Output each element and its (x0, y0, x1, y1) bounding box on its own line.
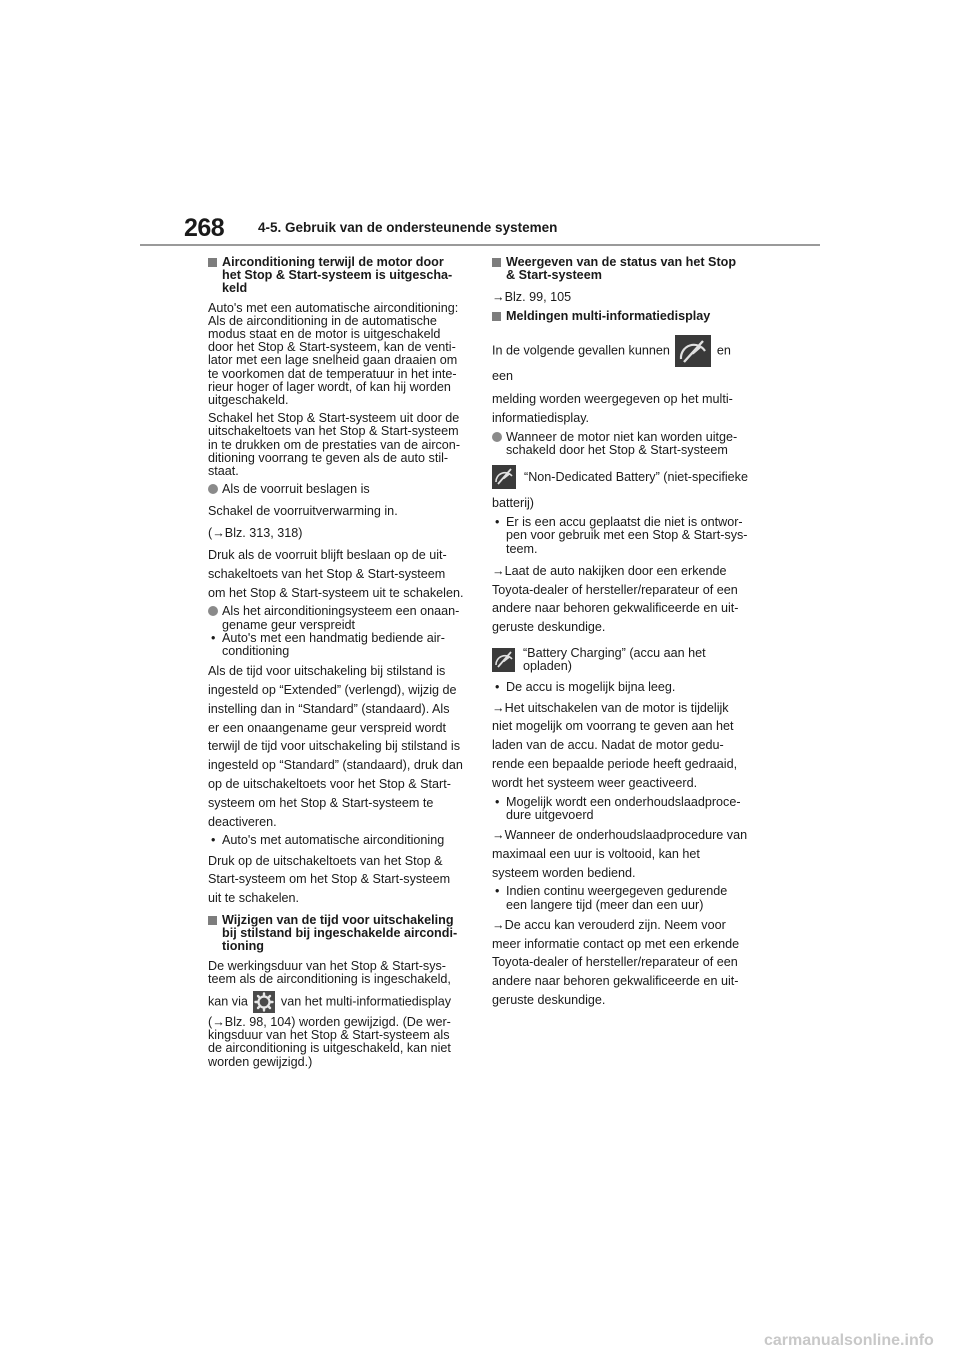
bullet-continuous-display: • Indien continu weergegeven gedurende een langere tijd (meer dan een uur) (492, 885, 748, 911)
paragraph: Druk op de uitschakeltoets van het Stop & Start-systeem om het Stop & Start-systeem uit te schakelen. (208, 853, 451, 906)
stop-start-indicator-icon (492, 465, 516, 489)
subheading-engine-cannot-stop: Wanneer de motor niet kan worden uitge-schakeld door het Stop & Start-systeem (492, 431, 748, 457)
paragraph: →Het uitschakelen van de motor is tijdelijk niet mogelijk om voorrang te geven aan het laden van de accu. Nadat de motor gedu-rende een bepaalde periode heeft gedraaid, wordt het systeem weer geactiveerd. (492, 700, 738, 790)
bullet-maintenance-charge: • Mogelijk wordt een onderhoudslaadproce-dure uitgevoerd (492, 796, 748, 822)
page-number: 268 (184, 214, 225, 242)
bullet-manual-airco: • Auto's met een handmatig bediende air-conditioning (208, 632, 464, 658)
bullet-non-dedicated-battery: • Er is een accu geplaatst die niet is ontwor-pen voor gebruik met een Stop & Start-sys-teem. (492, 516, 748, 556)
text: kan via (208, 994, 248, 1009)
text: en een (492, 343, 731, 384)
paragraph: →Laat de auto nakijken door een erkende Toyota-dealer of hersteller/reparateur of een andere naar behoren gekwalificeerde en uit-geruste deskundige. (492, 563, 739, 635)
message-battery-charging (492, 647, 748, 673)
watermark: carmanualsonline.info (764, 1332, 934, 1349)
message-text: “Non-Dedicated Battery” (niet-specifieke (524, 469, 748, 484)
stop-start-indicator-icon (675, 335, 711, 367)
paragraph: melding worden weergegeven op het multi-informatiedisplay. (492, 392, 733, 426)
right-column (492, 256, 748, 1013)
paragraph: Schakel de voorruitverwarming in. (208, 504, 398, 519)
message-text-continued: batterij) (492, 496, 534, 511)
bullet-battery-low: • De accu is mogelijk bijna leeg. (492, 681, 748, 694)
paragraph-with-icon (492, 335, 748, 385)
paragraph: (→Blz. 98, 104) worden gewijzigd. (De wer-kingsduur van het Stop & Start-systeem als de airconditioning is uitgeschakeld, kan niet worden gewijzigd.) (208, 1015, 451, 1069)
paragraph: Auto's met een automatische airconditioning: Als de airconditioning in de automatische modus staat en de motor is uitgeschakeld door het Stop & Start-systeem, kan de venti-lator met een lage snelheid gaan draaien om te voorkomen dat de temperatuur in het inte-rieur hoger of lager wordt, of kan hij worden uitgeschakeld. (208, 300, 459, 408)
page-reference: →Blz. 99, 105 (492, 290, 572, 305)
text: van het multi-informatiedisplay (280, 994, 451, 1009)
heading-status-display: Weergeven van de status van het Stop & Start-systeem (492, 256, 748, 282)
gear-icon (253, 991, 275, 1013)
message-text: “Battery Charging” (accu aan het opladen) (522, 646, 706, 674)
paragraph: Druk als de voorruit blijft beslaan op de uit-schakeltoets van het Stop & Start-systeem om het Stop & Start-systeem uit te schakelen. (208, 548, 464, 600)
heading-change-stop-time: Wijzigen van de tijd voor uitschakeling bij stilstand bij ingeschakelde aircondi-tioning (208, 914, 464, 954)
paragraph: Schakel het Stop & Start-systeem uit door de uitschakeltoets van het Stop & Start-systeem in te drukken om de prestaties van de aircon-ditioning voorrang te geven als de auto stil-staat. (208, 411, 461, 479)
section-title: 4-5. Gebruik van de ondersteunende systemen (258, 220, 558, 235)
paragraph: →Wanneer de onderhoudslaadprocedure van maximaal een uur is voltooid, kan het systeem worden bediend. (492, 828, 748, 880)
subheading-windshield-fogged: Als de voorruit beslagen is (208, 483, 464, 496)
text: In de volgende gevallen kunnen (492, 343, 670, 358)
subheading-unpleasant-odor: Als het airconditioningsysteem een onaan-gename geur verspreidt (208, 605, 464, 631)
page-reference: (→Blz. 313, 318) (208, 526, 303, 541)
paragraph: Als de tijd voor uitschakeling bij stilstand is ingesteld op “Extended” (verlengd), wijzig de instelling dan in “Standard” (standaard). Als er een onaangename geur verspreid wordt terwijl de tijd voor uitschakeling bij stilstand is ingesteld op “Standard” (standaard), druk dan op de uitschakeltoets voor het Stop & Start-systeem om het Stop & Start-systeem te deactiveren. (208, 664, 463, 829)
paragraph: De werkingsduur van het Stop & Start-sys-teem als de airconditioning is ingeschakeld, (208, 958, 451, 986)
left-column (208, 256, 464, 1074)
bullet-automatic-airco: • Auto's met automatische airconditioning (208, 834, 464, 847)
page-header (0, 0, 960, 250)
message-non-dedicated-battery (492, 465, 748, 489)
heading-airco-stop-start: Airconditioning terwijl de motor door het Stop & Start-systeem is uitgescha-keld (208, 256, 464, 296)
stop-start-indicator-icon (492, 648, 515, 672)
paragraph: →De accu kan verouderd zijn. Neem voor meer informatie contact op met een erkende Toyota-dealer of hersteller/reparateur of een andere naar behoren gekwalificeerde en uit-geruste deskundige. (492, 917, 740, 1007)
heading-mid-messages: Meldingen multi-informatiedisplay (492, 310, 748, 323)
header-divider (140, 244, 820, 246)
paragraph-with-icon (208, 991, 464, 1013)
